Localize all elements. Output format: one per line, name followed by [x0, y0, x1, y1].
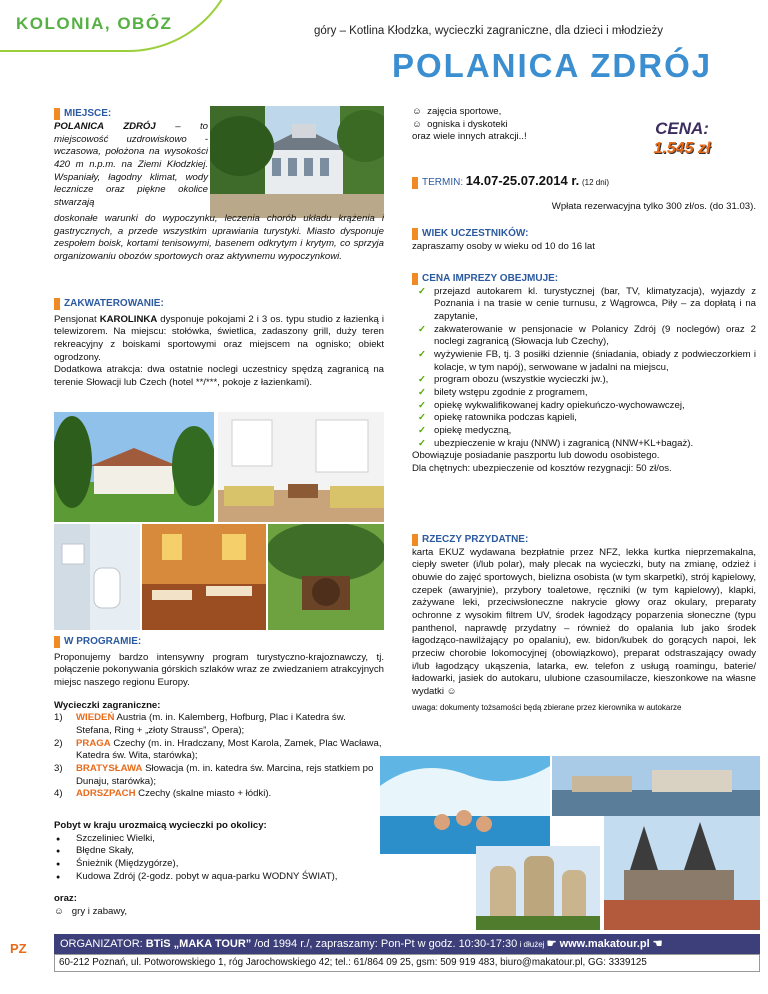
included-item-text: bilety wstępu zgodnie z programem,	[434, 386, 588, 398]
list-item	[412, 119, 612, 132]
list-item: ● Kudowa Zdrój (2-godz. pobyt w aqua-parku WODNY ŚWIAT),	[54, 871, 384, 884]
accommodation-text-c: Dodatkowa atrakcja: dwa ostatnie noclegi uczestnicy spędzą zagranicą na terenie Słowacji lub Czech (hotel **/***, pokoje z łazienkami).	[54, 364, 384, 388]
bring-title: RZECZY PRZYDATNE:	[412, 534, 528, 546]
footer-address: 60-212 Poznań, ul. Potworowskiego 1, róg Jarochowskiego 42; tel.: 61/864 09 25, gsm: 509 919 483, biuro@makatour.pl, GG: 3339125	[54, 954, 760, 972]
included-item-text: zakwaterowanie w pensjonacie w Polanicy Zdrój (9 noclegów) oraz 2 noclegi zagranicą (Słowacja lub Czechy),	[434, 323, 756, 348]
included-item-text: opiekę wykwalifikowanej kadry opiekuńczo-wychowawczej,	[434, 399, 685, 411]
location-text-wide	[54, 213, 384, 264]
dining-room-photo	[142, 524, 266, 630]
also-text: gry i zabawy,	[71, 905, 128, 917]
smiley-icon: ☺	[54, 905, 64, 917]
rock-city-photo	[476, 846, 600, 930]
included-note-1: Obowiązuje posiadanie paszportu lub dowodu osobistego.	[412, 450, 660, 462]
local-trips-title: Pobyt w kraju urozmaicą wycieczki po okolicy:	[54, 820, 267, 831]
foreign-trips-list	[54, 712, 384, 801]
room-photo	[218, 412, 384, 522]
trip-place: BRATYSŁAWA	[76, 762, 143, 774]
list-item	[412, 400, 756, 413]
aquapark-photo	[380, 756, 550, 854]
list-item	[412, 106, 612, 119]
header-subtitle: góry – Kotlina Kłodzka, wycieczki zagraniczne, dla dzieci i młodzieży	[314, 25, 663, 37]
trip-desc: Czechy (skalne miasto + łódki).	[135, 788, 272, 800]
trip-number: 4)	[54, 788, 63, 800]
trip-desc: Słowacja (m. in. katedra św. Marcina, rejs statkiem po Dunaju, starówka);	[76, 762, 374, 787]
included-item-text: przejazd autokarem kl. turystycznej (bar, TV, klimatyzacja), wyjazdy z Poznania i na trasie w cenie turnusu, z Wągrowca, Piły – za dopłatą i na zapytanie,	[434, 285, 756, 322]
trip-place: ADRSZPACH	[76, 788, 136, 800]
accommodation-text	[54, 314, 384, 390]
list-item	[54, 763, 384, 788]
organizer-name: BTiS „MAKA TOUR”	[145, 938, 252, 950]
accommodation-text-b: dysponuje pokojami 2 i 3 os. typu studio z łazienką i telewizorem. Na miejscu: stołówka, świetlica, zadaszony grill, duży teren rekreacyjny z boiskami sportowymi oraz miejscem na ognisko; obiekt ogrodzony.	[54, 313, 384, 363]
footer-organizer-bar	[54, 934, 760, 954]
organizer-label: ORGANIZATOR:	[60, 938, 146, 950]
included-item-text: wyżywienie FB, tj. 3 posiłki dziennie (śniadania, obiady z podwieczorkiem i kolacje, w tym napój), serwowane w jadalni na miejscu,	[434, 348, 756, 373]
bring-text: karta EKUZ wydawana bezpłatnie przez NFZ, lekka kurtka nieprzemakalna, ciepły sweter (i/lub polar), mały plecak na wycieczki, buty na zmianę, odzież i obuwie do zajęć sportowych, bielizna osobista (w tym skarpetki), strój kąpielowy, czepek (awaryjnie), przybory toaletowe, ręczniki (w tym kąpielowy), klapki, zażywane leki, przeciwsłoneczne nakrycie głowy oraz okulary, preparaty ochronne z wysokim filtrem UV, środek łagodzący poparzenia słoneczne (typu panthenol, naprawdę przydatny – również do opalania lub jako środek łagodząco-nawilżający po opalaniu), ew. bidon/kubek do gorących napoi, lek przeciw chorobie lokomocyjnej (obowiązkowo), preparat odstraszający owady i/lub łagodzący ukąszenia, latarka, ew. telefon z usługą roamingu, baterie/ładowarki, jasiek do autokaru, ulubione czasoumilacze, kieszonkowe na własne wydatki ☺	[412, 546, 756, 697]
included-item-text: ubezpieczenie w kraju (NNW) i zagranicą (NNW+KL+bagaż).	[434, 437, 694, 449]
list-item	[412, 387, 756, 400]
organizer-hours: /od 1994 r./, zapraszamy: Pon-Pt w godz. 10:30-17:30	[251, 938, 518, 950]
garden-photo	[268, 524, 384, 630]
trip-place: PRAGA	[76, 737, 111, 749]
included-title: CENA IMPREZY OBEJMUJE:	[412, 273, 558, 285]
included-section	[412, 273, 756, 476]
trip-desc: Austria (m. in. Kalemberg, Hofburg, Plac i Katedra św. Stefana, Ring + „złoty Strauss”, Opera);	[76, 712, 346, 736]
trip-number: 3)	[54, 762, 63, 774]
activities-block	[412, 106, 612, 144]
company-logo: PZ	[10, 941, 27, 956]
check-icon: ✓	[418, 323, 427, 335]
also-item	[54, 906, 384, 919]
bring-note: uwaga: dokumenty tożsamości będą zbierane przez kierownika w autokarze	[412, 702, 682, 712]
age-title: WIEK UCZESTNIKÓW:	[412, 228, 528, 240]
check-icon: ✓	[418, 437, 427, 449]
check-icon: ✓	[418, 412, 427, 424]
local-trips-list	[54, 833, 384, 884]
list-item	[412, 374, 756, 387]
program-title: W PROGRAMIE:	[54, 636, 141, 648]
local-trips-section	[54, 820, 384, 919]
spa-building-photo	[210, 106, 384, 218]
website-link[interactable]: ☛ www.makatour.pl ☚	[546, 938, 663, 950]
trips-title: Wycieczki zagraniczne:	[54, 699, 161, 711]
smiley-icon: ☺	[412, 106, 422, 117]
trip-number: 2)	[54, 737, 63, 749]
check-icon: ✓	[418, 348, 427, 360]
location-text-b: doskonałe warunki do wypoczynku, leczenia chorób układu krążenia i gastrycznych, a przede wszystkim uprawiania turystyki. Miasto dysponuje zespołem boisk, kortami tenisowymi, basenem odkrytym i krytym, co sprzyja organizowaniu obozów sportowych oraz aktywnemu wypoczynkowi.	[54, 213, 384, 262]
list-item	[54, 712, 384, 737]
location-lead: POLANICA ZDRÓJ	[54, 121, 156, 132]
list-item: ● Szczeliniec Wielki,	[54, 833, 384, 846]
check-icon: ✓	[418, 374, 427, 386]
list-item: ● Błędne Skały,	[54, 845, 384, 858]
list-item	[412, 286, 756, 324]
list-item: ● Śnieżnik (Międzygórze),	[54, 858, 384, 871]
location-title: MIEJSCE:	[54, 108, 111, 120]
term-days: (12 dni)	[581, 178, 610, 187]
accommodation-text-a: Pensjonat	[54, 313, 100, 325]
price-value: 1.545 zł	[653, 140, 711, 157]
bathroom-photo	[54, 524, 140, 630]
list-item	[412, 324, 756, 349]
included-item-text: program obozu (wszystkie wycieczki jw.),	[434, 374, 609, 386]
term-block	[412, 172, 742, 190]
smiley-icon: ☺	[412, 118, 422, 130]
included-item-text: opiekę ratownika podczas kąpieli,	[434, 412, 577, 424]
trip-desc: Czechy (m. in. Hradczany, Most Karola, Zamek, Plac Wacława, Katedra św. Wita, starówka);	[76, 737, 382, 762]
list-item	[412, 349, 756, 374]
check-icon: ✓	[418, 424, 427, 436]
pension-name: KAROLINKA	[99, 313, 158, 325]
prague-church-photo	[604, 816, 760, 930]
list-item	[412, 425, 756, 438]
organizer-more: i dłużej	[517, 940, 547, 949]
program-text: Proponujemy bardzo intensywny program turystyczno-krajoznawczy, tj. połączenie pokonywania górskich szlaków wraz ze zwiedzaniem atrakcyjnych miejsc naszego regionu Europy.	[54, 651, 384, 688]
check-icon: ✓	[418, 285, 427, 297]
location-text-a: – to miejscowość uzdrowiskowo - wczasowa, położona na wysokości 420 m n.p.m. na Ziemi Kłodzkiej. Wspaniały, łagodny klimat, wody lecznicze oraz piękne okolice stwarzają	[54, 121, 208, 208]
trip-place: WIEDEŃ	[76, 712, 115, 724]
program-section	[54, 636, 384, 801]
accommodation-title: ZAKWATEROWANIE:	[54, 298, 164, 310]
age-text: zapraszamy osoby w wieku od 10 do 16 lat	[412, 240, 595, 252]
price-label: CENA:	[655, 119, 709, 138]
term-dates: 14.07-25.07.2014 r.	[465, 173, 580, 188]
also-title: oraz:	[54, 893, 77, 905]
age-section	[412, 228, 756, 253]
trip-number: 1)	[54, 712, 63, 724]
activity-text: zajęcia sportowe,	[427, 106, 502, 117]
bring-section	[412, 534, 756, 713]
check-icon: ✓	[418, 386, 427, 398]
activities-more: oraz wiele innych atrakcji..!	[412, 131, 527, 143]
bratislava-photo	[552, 756, 760, 816]
tagline: KOLONIA, OBÓZ	[16, 14, 173, 33]
list-item	[412, 412, 756, 425]
included-list	[412, 286, 756, 451]
included-note-2: Dla chętnych: ubezpieczenie od kosztów rezygnacji: 50 zł/os.	[412, 462, 672, 474]
location-text-narrow	[54, 121, 208, 210]
page-title: POLANICA ZDRÓJ	[392, 47, 713, 84]
accommodation-section	[54, 298, 384, 390]
list-item	[412, 438, 756, 451]
list-item	[54, 738, 384, 763]
pension-exterior-photo	[54, 412, 214, 522]
list-item	[54, 788, 384, 801]
check-icon: ✓	[418, 399, 427, 411]
activity-text: ogniska i dyskoteki	[427, 118, 508, 130]
deposit-note: Wpłata rezerwacyjna tylko 300 zł/os. (do 31.03).	[551, 201, 756, 212]
term-label: TERMIN:	[412, 177, 463, 189]
included-item-text: opiekę medyczną,	[434, 424, 512, 436]
